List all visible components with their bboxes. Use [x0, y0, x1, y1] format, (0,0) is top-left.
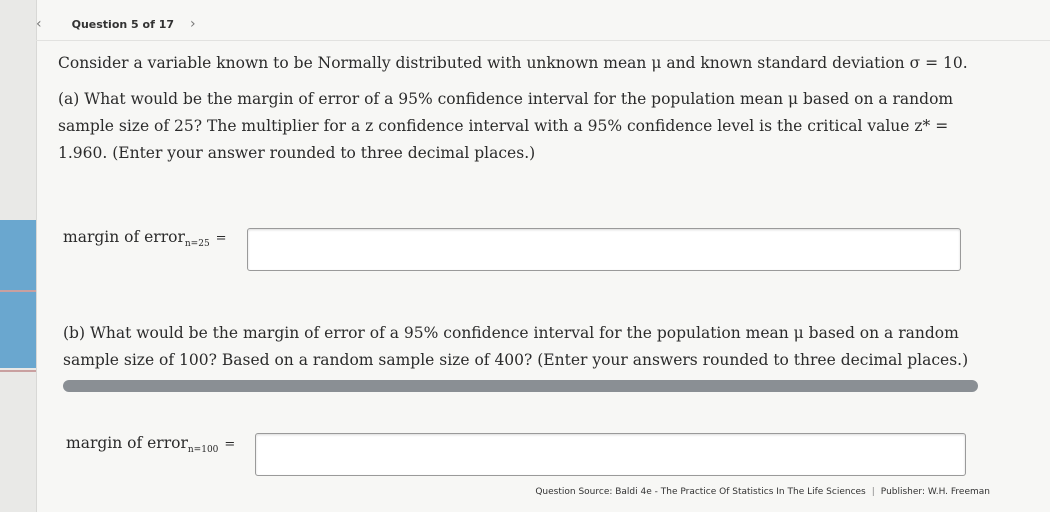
question-intro: Consider a variable known to be Normally distributed with unknown mean μ and known standard deviation σ = 10.: [58, 54, 968, 72]
chevron-left-icon[interactable]: ‹: [36, 16, 42, 32]
answer-a-equals: =: [215, 231, 227, 247]
answer-a-subscript: n=25: [184, 239, 210, 250]
question-part-b: (b) What would be the margin of error of a 95% confidence interval for the population mean μ based on a random sample size of 100? Based on a random sample size of 400? (Enter your answers rounded to three decimal places.): [63, 324, 969, 369]
margin-of-error-n100-input[interactable]: [255, 433, 966, 476]
answer-b-label: [66, 434, 235, 455]
answer-a-label-text: margin of error: [63, 228, 185, 246]
answer-b-subscript: n=100: [187, 445, 219, 456]
horizontal-scrollbar[interactable]: [63, 380, 978, 392]
chevron-right-icon[interactable]: ›: [190, 16, 196, 32]
source-text: Question Source: Baldi 4e - The Practice Of Statistics In The Life Sciences: [535, 487, 866, 497]
question-nav: [36, 16, 196, 32]
publisher-text: Publisher: W.H. Freeman: [880, 487, 990, 497]
footer-separator: |: [871, 487, 875, 497]
question-counter: Question 5 of 17: [71, 17, 175, 31]
answer-b-label-text: margin of error: [66, 434, 188, 452]
question-part-a: (a) What would be the margin of error of a 95% confidence interval for the population mean μ based on a random sample size of 25? The multiplier for a z confidence interval with a 95% confidence level is the critical value z* = 1.960. (Enter your answer rounded to three decimal places.): [58, 90, 954, 162]
answer-b-equals: =: [224, 437, 236, 453]
left-panel-divider: [0, 290, 36, 292]
question-source: [535, 487, 990, 497]
margin-of-error-n25-input[interactable]: [247, 228, 961, 271]
left-panel-divider: [0, 370, 36, 372]
left-panel-highlight: [0, 220, 36, 368]
header-divider: [36, 40, 1050, 41]
answer-a-label: [63, 228, 227, 249]
